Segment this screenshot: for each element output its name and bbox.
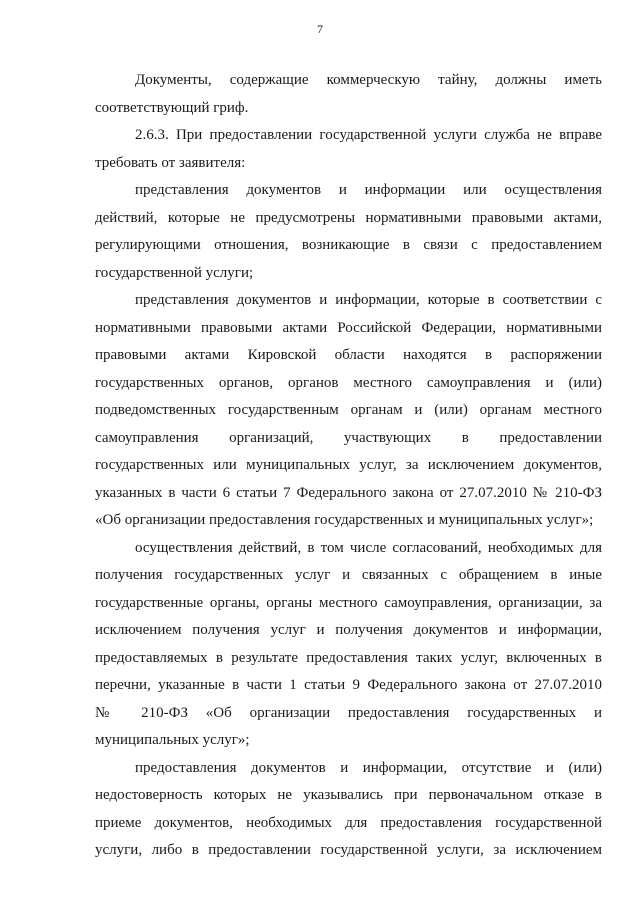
paragraph-actions-not-required [95, 177, 602, 287]
text-line: подведомственных государственным органам и (или) органам местного [95, 402, 602, 418]
text-line: государственной услуги; [95, 264, 254, 281]
text-line: 2.6.3. При предоставлении государственной услуги служба не вправе [135, 127, 602, 143]
text-line: государственных или муниципальных услуг, за исключением документов, [95, 457, 602, 473]
text-line: государственные органы, органы местного самоуправления, организации, за [95, 594, 602, 611]
paragraph-2-6-3 [95, 122, 602, 177]
text-line: требовать от заявителя: [95, 154, 246, 171]
text-line: «Об организации предоставления государственных и муниципальных услуг»; [95, 512, 594, 528]
paragraph-approvals [95, 535, 602, 755]
text-line: предоставляемых в результате предоставления таких услуг, включенных в [95, 649, 602, 666]
text-line: государственных органов, органов местного самоуправления и (или) [95, 374, 602, 391]
text-line: соответствующий гриф. [95, 99, 249, 116]
text-line: представления документов и информации или осуществления [135, 182, 602, 198]
text-line: нормативными правовыми актами Российской Федерации, нормативными [95, 319, 602, 336]
text-line: № 210-ФЗ «Об организации предоставления государственных и [95, 704, 602, 721]
text-line: услуги, либо в предоставлении государственной услуги, за исключением [95, 842, 602, 858]
text-line: муниципальных услуг»; [95, 732, 250, 748]
paragraph-documents-in-possession [95, 287, 602, 535]
text-line: действий, которые не предусмотрены нормативными правовыми актами, [95, 209, 602, 226]
text-line: исключением получения услуг и получения документов и информации, [95, 622, 602, 638]
paragraph-missing-documents [95, 755, 602, 865]
text-line: перечни, указанные в части 1 статьи 9 Федерального закона от 27.07.2010 [95, 677, 602, 693]
text-line: Документы, содержащие коммерческую тайну, должны иметь [135, 72, 602, 88]
text-line: приеме документов, необходимых для предоставления государственной [95, 814, 602, 831]
text-line: получения государственных услуг и связанных с обращением в иные [95, 567, 602, 583]
text-line: указанных в части 6 статьи 7 Федерального закона от 27.07.2010 № 210-ФЗ [95, 484, 602, 501]
text-line: недостоверность которых не указывались при первоначальном отказе в [95, 787, 602, 803]
text-line: осуществления действий, в том числе согласований, необходимых для [135, 539, 602, 556]
paragraph-trade-secret [95, 67, 602, 122]
text-line: предоставления документов и информации, отсутствие и (или) [135, 759, 602, 776]
text-line: правовыми актами Кировской области находятся в распоряжении [95, 347, 602, 363]
text-line: самоуправления организаций, участвующих в предоставлении [95, 429, 602, 446]
text-line: регулирующими отношения, возникающие в связи с предоставлением [95, 237, 602, 253]
page-number: 7 [317, 22, 323, 36]
text-line: представления документов и информации, которые в соответствии с [135, 292, 602, 308]
document-body [95, 67, 602, 865]
